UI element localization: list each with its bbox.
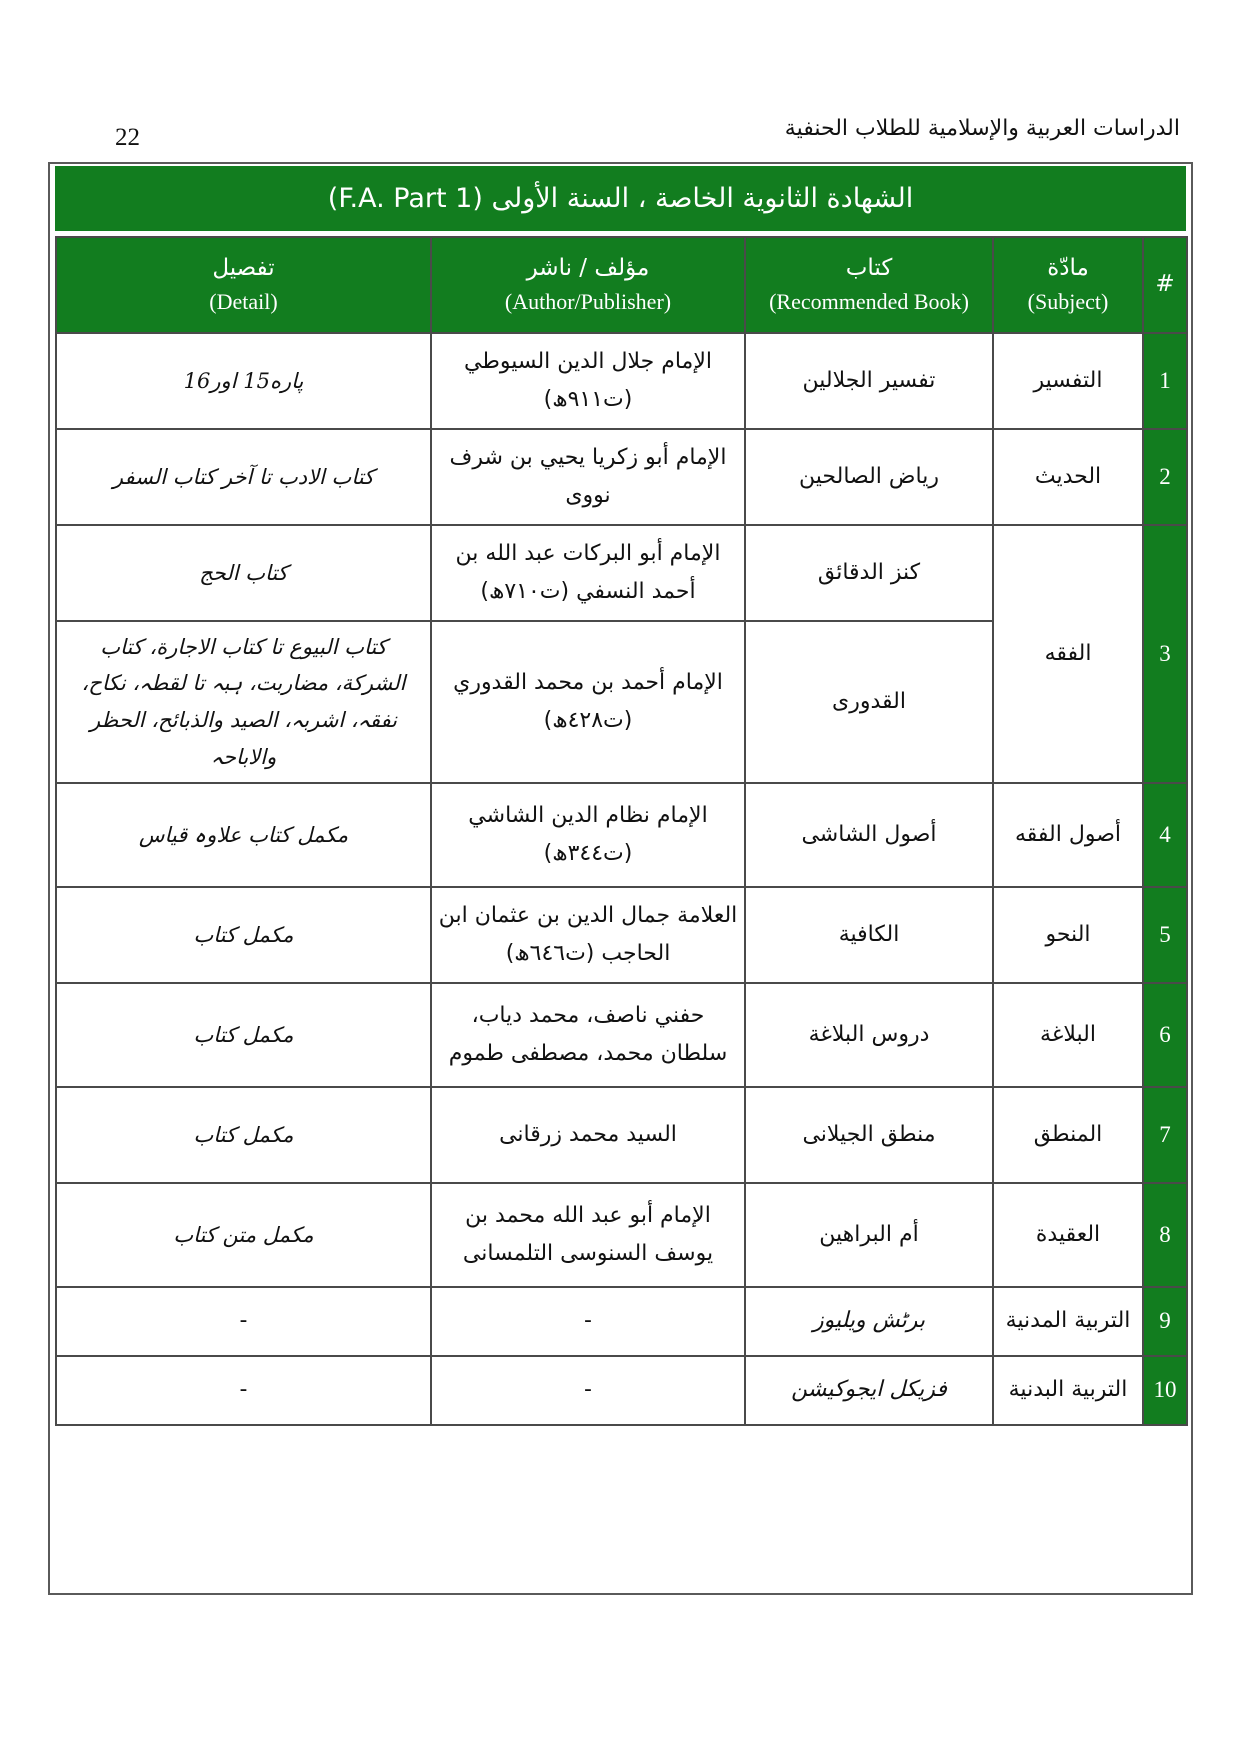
table-row: [56, 887, 1187, 983]
row-detail: مكمل متن كتاب: [56, 1183, 431, 1287]
header-author: [431, 237, 745, 333]
header-subject-ar: مادّة: [1047, 255, 1089, 282]
row-book: منطق الجيلانى: [745, 1087, 993, 1183]
row-subject: أصول الفقه: [993, 783, 1143, 887]
row-author: -: [431, 1287, 745, 1356]
row-number: 6: [1143, 983, 1187, 1087]
table-row: [56, 1356, 1187, 1425]
table-row: [56, 1287, 1187, 1356]
row-subject: البلاغة: [993, 983, 1143, 1087]
header-num: #: [1143, 237, 1187, 333]
row-detail: مكمل كتاب علاوہ قياس: [56, 783, 431, 887]
row-detail: پاره15 اور16: [56, 333, 431, 429]
row-book: تفسير الجلالين: [745, 333, 993, 429]
row-book: الكافية: [745, 887, 993, 983]
table-row: [56, 783, 1187, 887]
row-number: 2: [1143, 429, 1187, 525]
row-author: السيد محمد زرقانى: [431, 1087, 745, 1183]
header-book-en: (Recommended Book): [769, 288, 969, 314]
row-author: -: [431, 1356, 745, 1425]
header-author-en: (Author/Publisher): [504, 288, 672, 314]
row-number: 5: [1143, 887, 1187, 983]
header-subject: [993, 237, 1143, 333]
header-detail: [56, 237, 431, 333]
header-row: [56, 237, 1187, 333]
row-detail: مكمل كتاب: [56, 983, 431, 1087]
row-subject: النحو: [993, 887, 1143, 983]
row-number: 4: [1143, 783, 1187, 887]
row-subject: التربية المدنية: [993, 1287, 1143, 1356]
page-number: 22: [115, 124, 140, 151]
header-detail-en: (Detail): [209, 288, 278, 314]
row-author: العلامة جمال الدين بن عثمان ابن الحاجب (ت٦٤٦ھ): [431, 887, 745, 983]
syllabus-table: [55, 236, 1188, 1426]
row-author: حفني ناصف، محمد دياب، سلطان محمد، مصطفى طموم: [431, 983, 745, 1087]
row-subject: الفقه: [993, 525, 1143, 783]
row-detail: كتاب الحج: [56, 525, 431, 621]
header-book-ar: كتاب: [845, 255, 893, 282]
row-book: رياض الصالحين: [745, 429, 993, 525]
table-row: [56, 1087, 1187, 1183]
header-subject-en: (Subject): [1027, 288, 1109, 314]
row-detail: -: [56, 1287, 431, 1356]
row-book: دروس البلاغة: [745, 983, 993, 1087]
table-row: [56, 525, 1187, 621]
row-number: 8: [1143, 1183, 1187, 1287]
row-detail: -: [56, 1356, 431, 1425]
table-title: الشهادة الثانوية الخاصة ، السنة الأولى (F.A. Part 1): [55, 166, 1186, 231]
header-author-ar: مؤلف / ناشر: [526, 255, 650, 282]
row-detail: كتاب البيوع تا كتاب الاجارة، كتاب الشركة، مضاربت، ہبہ تا لقطہ، نكاح، نفقہ، اشربہ، الصيد والذبائح، الحظر والاباحہ: [56, 621, 431, 783]
row-book: أم البراهين: [745, 1183, 993, 1287]
row-number: 3: [1143, 525, 1187, 783]
row-book: القدورى: [745, 621, 993, 783]
table-row: [56, 1183, 1187, 1287]
row-number: 1: [1143, 333, 1187, 429]
header-book: [745, 237, 993, 333]
row-detail: مكمل كتاب: [56, 887, 431, 983]
row-number: 10: [1143, 1356, 1187, 1425]
row-subject: العقيدة: [993, 1183, 1143, 1287]
row-author: الإمام أبو زكريا يحيي بن شرف نووى: [431, 429, 745, 525]
row-subject: المنطق: [993, 1087, 1143, 1183]
row-author: الإمام أبو البركات عبد الله بن أحمد النسفي (ت٧١٠ھ): [431, 525, 745, 621]
row-book: فزيكل ايجوكيشن: [745, 1356, 993, 1425]
row-author: الإمام جلال الدين السيوطي (ت٩١١ھ): [431, 333, 745, 429]
row-book: برٹش ويليوز: [745, 1287, 993, 1356]
row-book: أصول الشاشى: [745, 783, 993, 887]
running-header: الدراسات العربية والإسلامية للطلاب الحنفية: [784, 116, 1180, 141]
row-author: الإمام أحمد بن محمد القدوري (ت٤٢٨ھ): [431, 621, 745, 783]
row-subject: التفسير: [993, 333, 1143, 429]
table-row: [56, 429, 1187, 525]
row-number: 7: [1143, 1087, 1187, 1183]
row-number: 9: [1143, 1287, 1187, 1356]
row-author: الإمام نظام الدين الشاشي (ت٣٤٤ھ): [431, 783, 745, 887]
row-book: كنز الدقائق: [745, 525, 993, 621]
table-row: [56, 983, 1187, 1087]
row-author: الإمام أبو عبد الله محمد بن يوسف السنوسى التلمسانى: [431, 1183, 745, 1287]
row-detail: مكمل كتاب: [56, 1087, 431, 1183]
row-detail: كتاب الادب تا آخر كتاب السفر: [56, 429, 431, 525]
table-row: [56, 333, 1187, 429]
row-subject: الحديث: [993, 429, 1143, 525]
row-subject: التربية البدنية: [993, 1356, 1143, 1425]
header-detail-ar: تفصيل: [212, 255, 275, 282]
